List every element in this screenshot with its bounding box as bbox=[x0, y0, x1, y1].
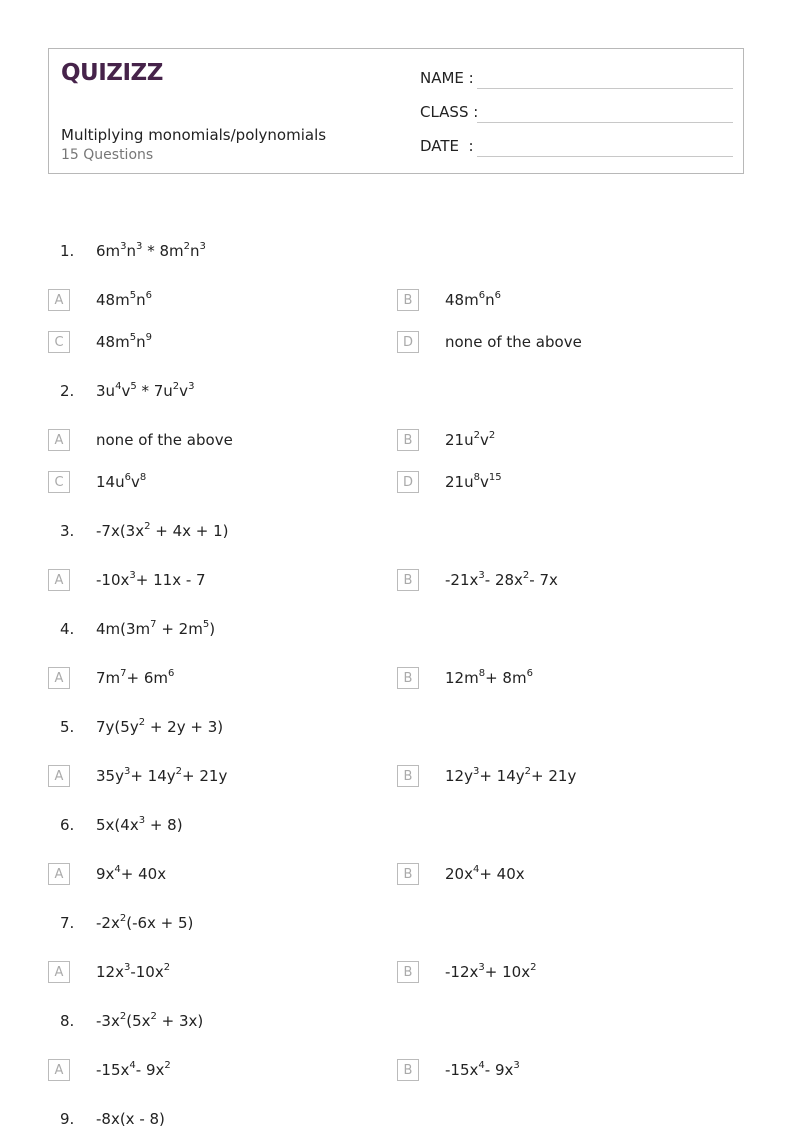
question-row bbox=[0, 520, 794, 544]
option-text: $14u^6v^8$ bbox=[96, 472, 147, 491]
question-number: 4. bbox=[60, 620, 75, 638]
option-text: $48m^5n^6$ bbox=[96, 290, 152, 309]
question-text: $7y(5y^2 + 2y + 3)$ bbox=[96, 717, 224, 736]
option-text: $7m^7+ 6m^6$ bbox=[96, 668, 175, 687]
question-row bbox=[0, 1010, 794, 1034]
question-row bbox=[0, 240, 794, 264]
question-number: 9. bbox=[60, 1110, 75, 1128]
option-text: $35y^3+ 14y^2+ 21y$ bbox=[96, 766, 228, 785]
question-text: -8x(x - 8) bbox=[96, 1110, 165, 1128]
option-text: $12y^3+ 14y^2+ 21y$ bbox=[445, 766, 577, 785]
class-field[interactable] bbox=[420, 103, 478, 121]
option-text: $9x^4+ 40x$ bbox=[96, 864, 167, 883]
option-letter-box[interactable]: A bbox=[48, 1059, 70, 1081]
option-text: $21u^8v^{15}$ bbox=[445, 472, 502, 491]
class-label: CLASS : bbox=[420, 103, 479, 121]
question-text: $6m^3n^3 * 8m^2n^3$ bbox=[96, 241, 206, 260]
question-number: 2. bbox=[60, 382, 75, 400]
option-letter-box[interactable]: A bbox=[48, 429, 70, 451]
question-text: $-3x^2(5x^2 + 3x)$ bbox=[96, 1011, 204, 1030]
question-number: 8. bbox=[60, 1012, 75, 1030]
option-letter-box[interactable]: C bbox=[48, 471, 70, 493]
question-row bbox=[0, 1108, 794, 1132]
question-text: $-7x(3x^2 + 4x + 1)$ bbox=[96, 521, 229, 540]
option-letter-box[interactable]: D bbox=[397, 331, 419, 353]
option-text: none of the above bbox=[445, 333, 582, 351]
question-number: 3. bbox=[60, 522, 75, 540]
option-letter-box[interactable]: B bbox=[397, 289, 419, 311]
option-letter-box[interactable]: B bbox=[397, 1059, 419, 1081]
option-letter-box[interactable]: A bbox=[48, 961, 70, 983]
question-number: 5. bbox=[60, 718, 75, 736]
option-letter-box[interactable]: A bbox=[48, 569, 70, 591]
question-row bbox=[0, 618, 794, 642]
option-letter-box[interactable]: D bbox=[397, 471, 419, 493]
option-text: $12x^3-10x^2$ bbox=[96, 962, 171, 981]
name-line[interactable] bbox=[477, 88, 733, 89]
option-text: $20x^4+ 40x$ bbox=[445, 864, 525, 883]
question-row bbox=[0, 380, 794, 404]
question-row bbox=[0, 716, 794, 740]
question-number: 7. bbox=[60, 914, 75, 932]
class-line[interactable] bbox=[477, 122, 733, 123]
worksheet-header bbox=[48, 48, 744, 174]
name-label: NAME : bbox=[420, 69, 474, 87]
date-label: DATE : bbox=[420, 137, 474, 155]
option-letter-box[interactable]: B bbox=[397, 667, 419, 689]
question-text: $3u^4v^5 * 7u^2v^3$ bbox=[96, 381, 195, 400]
option-letter-box[interactable]: B bbox=[397, 863, 419, 885]
option-letter-box[interactable]: A bbox=[48, 667, 70, 689]
option-text: $12m^8+ 8m^6$ bbox=[445, 668, 533, 687]
option-letter-box[interactable]: A bbox=[48, 765, 70, 787]
option-text: $-12x^3+ 10x^2$ bbox=[445, 962, 537, 981]
date-field[interactable] bbox=[420, 137, 474, 155]
question-text: $4m(3m^7 + 2m^5)$ bbox=[96, 619, 216, 638]
option-letter-box[interactable]: A bbox=[48, 863, 70, 885]
option-letter-box[interactable]: B bbox=[397, 569, 419, 591]
option-letter-box[interactable]: B bbox=[397, 429, 419, 451]
option-letter-box[interactable]: A bbox=[48, 289, 70, 311]
worksheet-title: Multiplying monomials/polynomials bbox=[61, 126, 327, 144]
option-letter-box[interactable]: B bbox=[397, 765, 419, 787]
question-row bbox=[0, 814, 794, 838]
question-number: 6. bbox=[60, 816, 75, 834]
date-line[interactable] bbox=[477, 156, 733, 157]
option-letter-box[interactable]: B bbox=[397, 961, 419, 983]
option-text: none of the above bbox=[96, 431, 233, 449]
name-field[interactable] bbox=[420, 69, 474, 87]
option-letter-box[interactable]: C bbox=[48, 331, 70, 353]
question-text: $5x(4x^3 + 8)$ bbox=[96, 815, 183, 834]
option-text: $21u^2v^2$ bbox=[445, 430, 496, 449]
option-text: $-15x^4-$ $9x^2$ bbox=[96, 1060, 171, 1079]
question-row bbox=[0, 912, 794, 936]
option-text: $48m^5n^9$ bbox=[96, 332, 152, 351]
question-text: $-2x^2(-6x + 5)$ bbox=[96, 913, 194, 932]
question-number: 1. bbox=[60, 242, 75, 260]
option-text: $-21x^3-$ $28x^2-$ 7x bbox=[445, 570, 558, 589]
quizizz-logo: QUIZIZZ bbox=[61, 60, 163, 86]
option-text: $48m^6n^6$ bbox=[445, 290, 501, 309]
question-count: 15 Questions bbox=[61, 147, 154, 163]
option-text: $-10x^3+ 11x - 7$ bbox=[96, 570, 206, 589]
option-text: $-15x^4-$ $9x^3$ bbox=[445, 1060, 520, 1079]
